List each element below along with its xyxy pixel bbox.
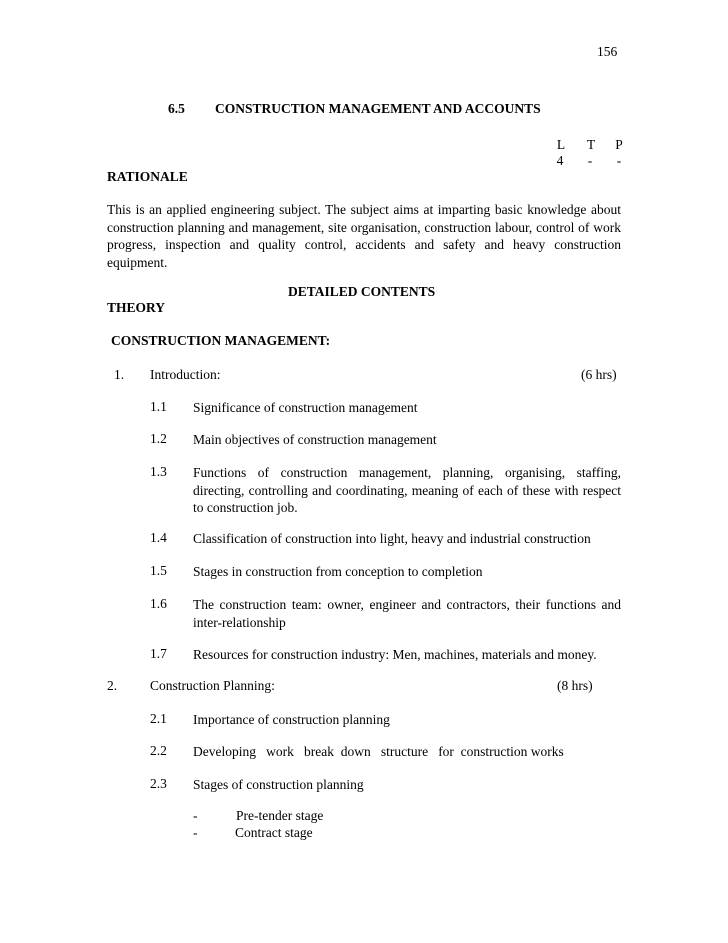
item-text: The construction team: owner, engineer and contractors, their functions and inter-relationship: [193, 597, 621, 630]
item-number: 1.4: [150, 530, 167, 545]
item-number: 2.2: [150, 743, 167, 758]
item-number: 1.1: [150, 399, 167, 414]
topic-hours: (8 hrs): [557, 678, 593, 693]
item-number: 1.3: [150, 464, 167, 479]
item-text: Importance of construction planning: [193, 712, 390, 727]
ltp-value-t: -: [587, 153, 593, 168]
topic-number: 1.: [114, 367, 125, 382]
section-title: CONSTRUCTION MANAGEMENT:: [111, 333, 331, 348]
rationale-title: RATIONALE: [107, 169, 188, 184]
item-number: 1.7: [150, 646, 167, 661]
ltp-header-l: L: [556, 137, 566, 152]
item-text: Stages of construction planning: [193, 777, 364, 792]
ltp-header-p: P: [615, 137, 623, 152]
heading-number: 6.5: [168, 101, 185, 116]
dash-bullet: -: [193, 825, 198, 840]
page-number: 156: [597, 44, 618, 59]
item-text: Significance of construction management: [193, 400, 418, 415]
item-number: 2.3: [150, 776, 167, 791]
sub-item-text: Contract stage: [235, 825, 313, 840]
item-text: Functions of construction management, planning, organising, staffing, directing, controlling and coordinating, meaning of each of these with respect to construction job.: [193, 465, 621, 515]
topic-number: 2.: [107, 678, 118, 693]
item-text: Stages in construction from conception to completion: [193, 564, 483, 579]
item-number: 1.5: [150, 563, 167, 578]
sub-item-text: Pre-tender stage: [236, 808, 324, 823]
item-text: Classification of construction into light, heavy and industrial construction: [193, 531, 591, 546]
heading-title: CONSTRUCTION MANAGEMENT AND ACCOUNTS: [215, 101, 541, 116]
ltp-value-l: 4: [556, 153, 564, 168]
item-text: Developing work break down structure for construction works: [193, 744, 564, 759]
dash-bullet: -: [193, 808, 198, 823]
item-number: 1.2: [150, 431, 167, 446]
item-number: 2.1: [150, 711, 167, 726]
topic-title: Introduction:: [150, 367, 221, 382]
rationale-text: This is an applied engineering subject. The subject aims at imparting basic knowledge about construction planning and management, site organisation, construction labour, control of work progress, inspection and quality control, accidents and safety and heavy construction equipment.: [107, 202, 621, 270]
theory-heading: THEORY: [107, 300, 166, 315]
detailed-contents-heading: DETAILED CONTENTS: [288, 284, 436, 299]
ltp-value-p: -: [616, 153, 622, 168]
item-text: Main objectives of construction management: [193, 432, 437, 447]
topic-hours: (6 hrs): [581, 367, 617, 382]
topic-title: Construction Planning:: [150, 678, 275, 693]
ltp-header-t: T: [586, 137, 596, 152]
item-text: Resources for construction industry: Men, machines, materials and money.: [193, 647, 597, 662]
item-number: 1.6: [150, 596, 167, 611]
